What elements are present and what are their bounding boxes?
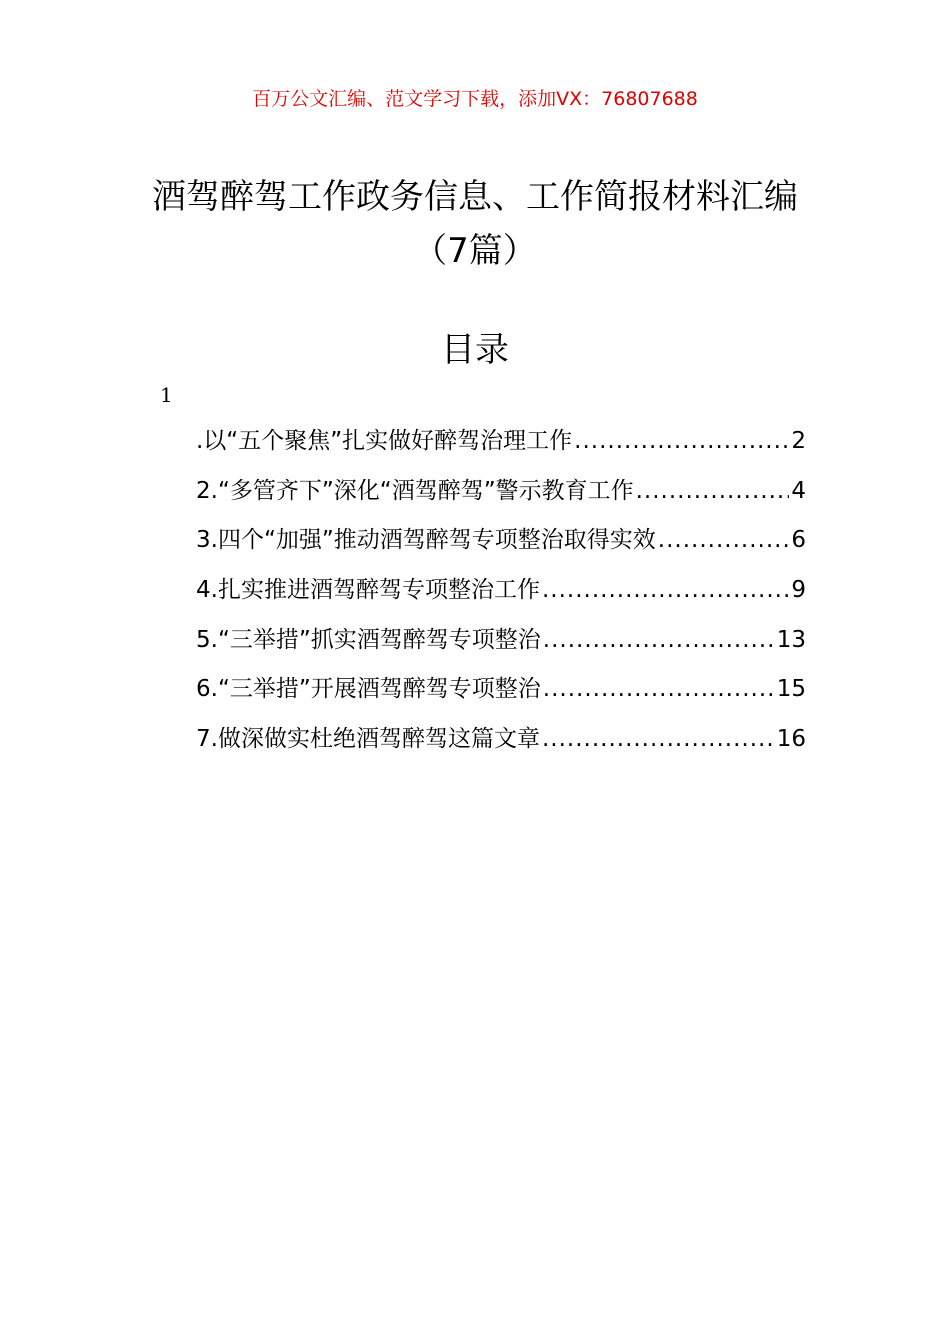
- toc-item[interactable]: [196, 621, 806, 671]
- toc-item[interactable]: [196, 521, 806, 571]
- toc-item-page: 13: [776, 626, 806, 653]
- toc-leader-dots: [658, 527, 790, 553]
- toc-heading: 目录: [441, 330, 509, 370]
- header-note: 百万公文汇编、范文学习下载，添加VX：76807688: [252, 88, 698, 110]
- toc-item-title: 6.“三举措”开展酒驾醉驾专项整治: [196, 676, 541, 703]
- toc-item-title: 2.“多管齐下”深化“酒驾醉驾”警示教育工作: [196, 477, 634, 504]
- toc-item[interactable]: [196, 720, 806, 770]
- document-title: 酒驾醉驾工作政务信息、工作简报材料汇编（7篇）: [152, 177, 798, 271]
- toc-item-title: 4.扎实推进酒驾醉驾专项整治工作: [196, 577, 540, 604]
- page-mark: 1: [160, 383, 173, 407]
- toc-item-title: 5.“三举措”抓实酒驾醉驾专项整治: [196, 626, 541, 653]
- toc-item-title: 7.做深做实杜绝酒驾醉驾这篇文章: [196, 726, 540, 753]
- toc-item-page: 15: [776, 676, 806, 703]
- toc-leader-dots: [542, 726, 775, 752]
- toc-item-title: .以“五个聚焦”扎实做好醉驾治理工作: [196, 428, 573, 454]
- toc-leader-dots: [636, 478, 790, 504]
- toc-item-page: 4: [791, 477, 806, 504]
- toc-leader-dots: [543, 676, 775, 702]
- toc-list: [196, 422, 806, 770]
- toc-item-page: 9: [791, 577, 806, 604]
- toc-item-page: 16: [776, 726, 806, 753]
- toc-item-page: 6: [791, 527, 806, 554]
- toc-item-page: 2: [791, 428, 806, 454]
- toc-item[interactable]: [196, 422, 806, 472]
- toc-item[interactable]: [196, 670, 806, 720]
- toc-leader-dots: [574, 428, 789, 454]
- toc-item-title: 3.四个“加强”推动酒驾醉驾专项整治取得实效: [196, 527, 656, 554]
- toc-item[interactable]: [196, 472, 806, 522]
- toc-leader-dots: [542, 577, 789, 603]
- toc-item[interactable]: [196, 571, 806, 621]
- toc-leader-dots: [543, 627, 775, 653]
